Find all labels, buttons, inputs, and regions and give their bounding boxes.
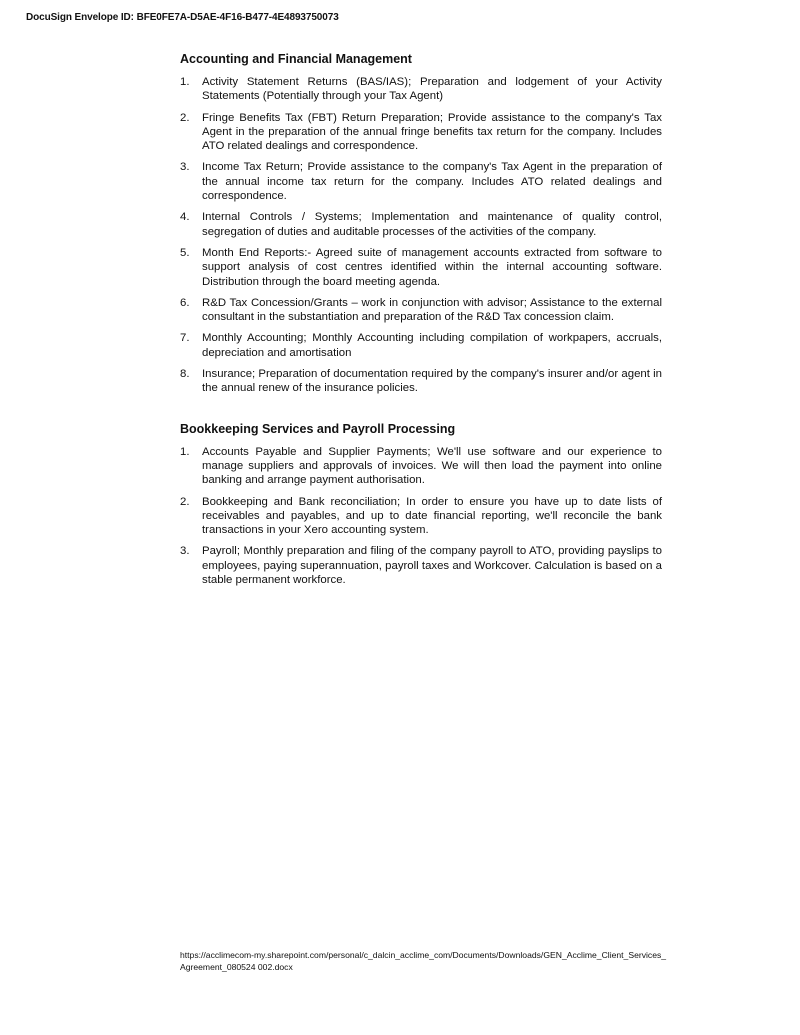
list-item-number: 4. (180, 211, 190, 224)
list-item-number: 1. (180, 76, 190, 88)
bookkeeping-list (180, 445, 662, 588)
list-item-text: Insurance; Preparation of documentation required by the company's insurer and/or agent in the annual renew of the insurance policies. (202, 368, 662, 395)
list-item (180, 331, 662, 360)
list-item-number: 1. (180, 445, 190, 458)
list-item-text: Accounts Payable and Supplier Payments; We'll use software and our experience to manage suppliers and approvals of invoices. We will then load the payment into online banking and arrange payment authorisation. (202, 445, 662, 487)
list-item-text: Fringe Benefits Tax (FBT) Return Preparation; Provide assistance to the company's Tax Agent in the preparation of the annual fringe benefits tax return for the company. Includes ATO related dealings and correspondence. (202, 111, 662, 153)
list-item-text: Payroll; Monthly preparation and filing of the company payroll to ATO, providing payslips to employees, paying superannuation, payroll taxes and Workcover. Calculation is based on a stable permanent workforce. (202, 545, 662, 587)
envelope-id: DocuSign Envelope ID: BFE0FE7A-D5AE-4F16-B477-4E4893750073 (26, 12, 339, 23)
list-item (180, 210, 662, 239)
list-item-number: 2. (180, 111, 190, 124)
list-item-text: Bookkeeping and Bank reconciliation; In order to ensure you have up to date lists of receivables and payables, and up to date financial reporting, we'll reconcile the bank transactions in your Xero accounting system. (202, 495, 662, 537)
list-item (180, 111, 662, 154)
list-item (180, 296, 662, 325)
list-item (180, 246, 662, 289)
document-body (180, 52, 662, 594)
list-item (180, 367, 662, 396)
list-item-text: Internal Controls / Systems; Implementation and maintenance of quality control, segregation of duties and auditable processes of the activities of the company. (202, 211, 662, 238)
list-item-number: 5. (180, 246, 190, 259)
section-title-accounting: Accounting and Financial Management (180, 52, 412, 66)
footer-document-url: https://acclimecom-my.sharepoint.com/personal/c_dalcin_acclime_com/Documents/Downloads/GEN_Acclime_Client_Services_Agreement_080524 002.docx (180, 950, 667, 972)
list-item-number: 8. (180, 368, 190, 381)
section-title-bookkeeping: Bookkeeping Services and Payroll Processing (180, 421, 456, 436)
list-item-number: 2. (180, 495, 190, 508)
list-item (180, 544, 662, 587)
accounting-list (180, 75, 662, 396)
list-item-text: Activity Statement Returns (BAS/IAS); Preparation and lodgement of your Activity Statements (Potentially through your Tax Agent) (202, 76, 662, 103)
list-item (180, 495, 662, 538)
list-item-text: Monthly Accounting; Monthly Accounting including compilation of workpapers, accruals, depreciation and amortisation (202, 332, 662, 359)
list-item (180, 75, 662, 104)
list-item-number: 3. (180, 545, 190, 558)
list-item-number: 3. (180, 161, 190, 174)
list-item (180, 160, 662, 203)
list-item (180, 445, 662, 488)
list-item-text: R&D Tax Concession/Grants – work in conjunction with advisor; Assistance to the external consultant in the substantiation and preparation of the R&D Tax concession claim. (202, 296, 662, 324)
list-item-number: 7. (180, 332, 190, 345)
list-item-text: Income Tax Return; Provide assistance to the company's Tax Agent in the preparation of the annual income tax return for the company. Includes ATO related dealings and correspondence. (202, 161, 662, 203)
list-item-number: 6. (180, 296, 190, 309)
list-item-text: Month End Reports:- Agreed suite of management accounts extracted from software to support analysis of cost centres identified within the internal accounting software. Distribution through the board meeting agenda. (202, 246, 662, 288)
